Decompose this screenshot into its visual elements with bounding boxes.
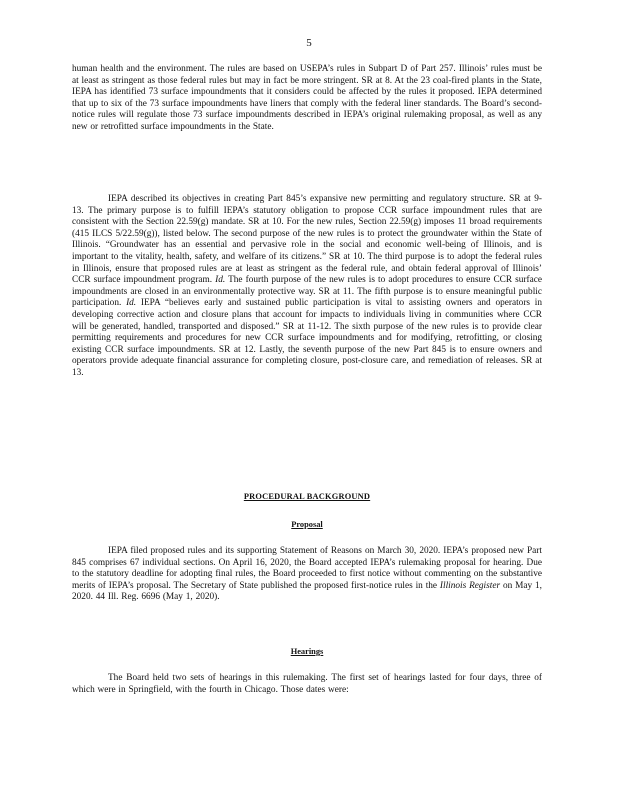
citation-id: Id.	[126, 298, 137, 309]
section-heading-procedural-background: PROCEDURAL BACKGROUND	[243, 492, 371, 501]
paragraph-text: IEPA described its objectives in creating Part 845’s expansive new permitting and regulatory structure. SR at 9-13. The primary purpose is to fulfill IEPA’s statutory obligation to propose CCR surface impoundment rules that are consistent with the Section 22.59(g) mandate. SR at 10. For the new rules, Section 22.59(g) imposes 11 broad requirements (415 ILCS 5/22.59(g)), listed below. The second purpose of the new rules is to protect the groundwater within the State of Illinois. “Groundwater has an essential and pervasive role in the social and economic well-being of Illinois, and is important to the vitality, health, safety, and welfare of its citizens.” SR at 10. The third purpose is to adopt the federal rules in Illinois, ensure that proposed rules are at least as stringent as the federal rule, and obtain federal approval of Illinois’ CCR surface impoundment program.	[72, 194, 542, 286]
page-number: 5	[306, 37, 312, 49]
paragraph-text: The fourth purpose of the new rules is to adopt procedures to ensure CCR surface impoundments are closed in an environmentally protective way. SR at 11. The fifth purpose is to ensure meaningful public participation.	[72, 275, 542, 309]
paragraph-text: on May 1, 2020. 44 Ill. Reg. 6696 (May 1, 2020).	[72, 580, 542, 603]
paragraph-text: IEPA “believes early and sustained public participation is vital to assisting owners and operators in developing corrective action and closure plans that account for impacts to individuals living in communities where CCR will be generated, handled, transported and disposed.” SR at 11-12. The sixth purpose of the new rules is to provide clear permitting requirements and procedures for new CCR surface impoundments and for modifying, retrofitting, or closing existing CCR surface impoundments. SR at 12. Lastly, the seventh purpose of the new Part 845 is to ensure owners and operators provide adequate financial assurance for completing closure, post-closure care, and remediation of releases. SR at 13.	[72, 298, 543, 378]
paragraph-environment	[72, 64, 542, 134]
subsection-heading-proposal: Proposal	[291, 520, 323, 529]
paragraph-objectives	[72, 194, 542, 380]
subsection-heading-hearings: Hearings	[290, 647, 324, 656]
citation-id: Id.	[215, 275, 226, 286]
paragraph-text: IEPA filed proposed rules and its supporting Statement of Reasons on March 30, 2020. IEPA’s proposed new Part 845 comprises 67 individual sections. On April 16, 2020, the Board accepted IEPA’s rulemaking proposal for hearing. Due to the statutory deadline for adopting final rules, the Board proceeded to first notice without commenting on the substantive merits of IEPA’s proposal. The Secretary of State published the proposed first-notice rules in the	[72, 546, 542, 591]
paragraph-proposal	[72, 546, 542, 604]
paragraph-hearings	[72, 673, 542, 696]
publication-name: Illinois Register	[439, 580, 501, 591]
paragraph-text: The Board held two sets of hearings in this rulemaking. The first set of hearings lasted for four days, three of which were in Springfield, with the fourth in Chicago. Those dates were:	[72, 673, 542, 695]
paragraph-text: human health and the environment. The rules are based on USEPA’s rules in Subpart D of Part 257. Illinois’ rules must be at least as stringent as those federal rules but may in fact be more stringent. SR at 8. At the 23 coal-fired plants in the State, IEPA has identified 73 surface impoundments that it considers could be affected by the rules it proposed. IEPA determined that up to six of the 73 surface impoundments have liners that comply with the federal liner standards. The Board’s second-notice rules will regulate those 73 surface impoundments described in IEPA’s original rulemaking proposal, as well as any new or retrofitted surface impoundments in the State.	[72, 64, 542, 132]
